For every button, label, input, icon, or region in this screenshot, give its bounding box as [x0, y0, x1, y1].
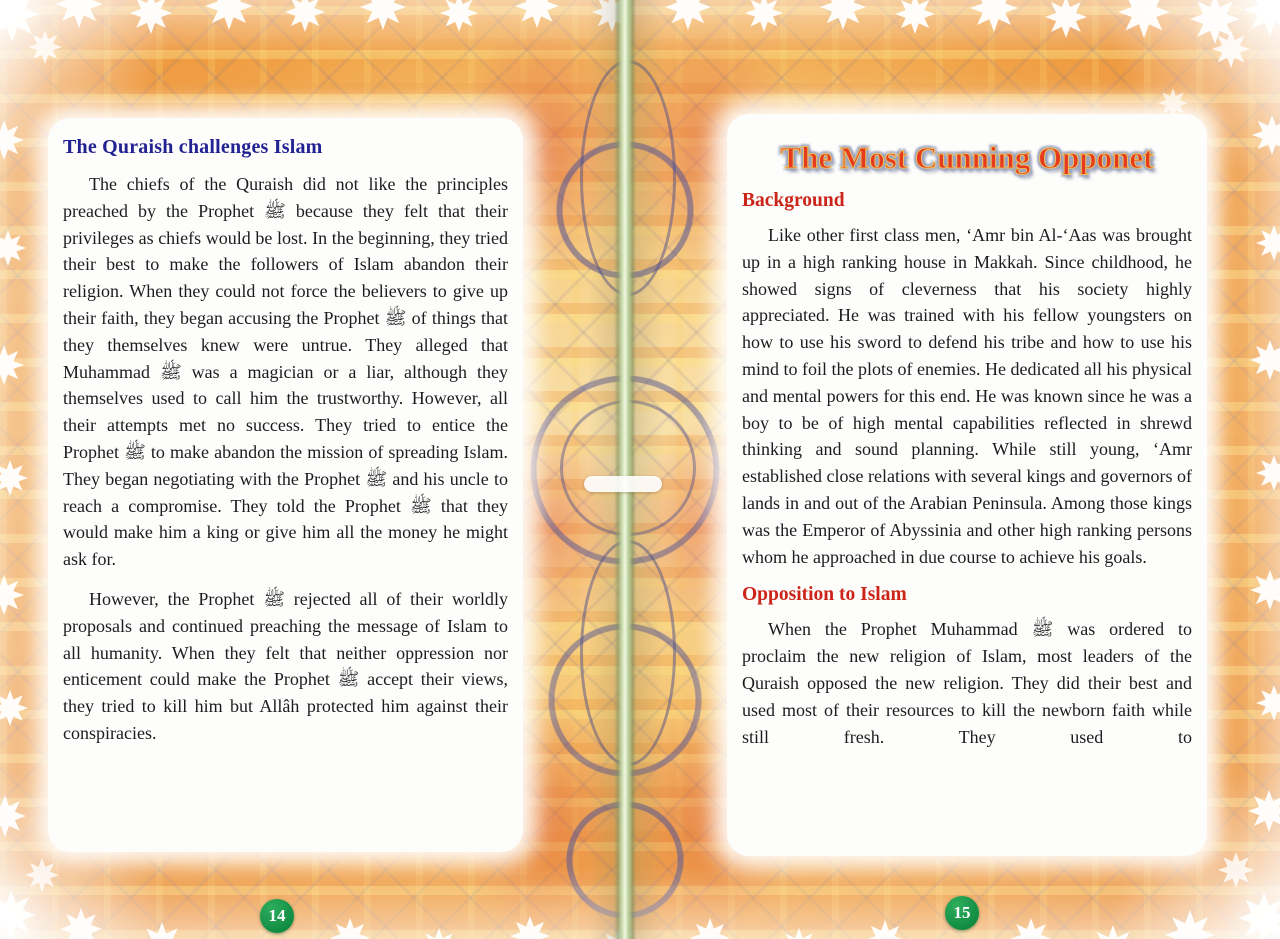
paragraph: When the Prophet Muhammad ﷺ was ordered to proclaim the new religion of Islam, most leaders of the Quraish opposed the new religion. They did their best and used most of their resources to kill the newborn faith while still fresh. They used to	[742, 619, 1193, 747]
star-ornament	[1218, 852, 1254, 888]
star-ornament	[1212, 30, 1250, 68]
page-right	[727, 114, 1207, 856]
paragraph: Like other first class men, ‘Amr bin Al-‘Aas was brought up in a high ranking house in Makkah. Since childhood, he showed signs of cleverness that his society highly appreciated. He was trained with his fellow youngsters on how to use his sword to defend his tribe and how to use his mind to foil the plots of enemies. He dedicated all his physical and mental powers for this end. He was known since he was a boy to be of high mental capabilities reflected in shrewd thinking and sound planning. While still young, ‘Amr established close relations with several kings and governors of lands in and out of the Arabian Peninsula. Among those kings was the Emperor of Abyssinia and other high ranking persons whom he approached in due course to achieve his goals.	[742, 225, 1192, 567]
paragraph: However, the Prophet ﷺ rejected all of their worldly proposals and continued preaching the message of Islam to all humanity. When they felt that neither oppression nor enticement could make the Prophet ﷺ accept their views, they tried to kill him but Allâh protected him against their conspiracies.	[63, 588, 509, 743]
star-ornament	[25, 858, 59, 892]
page-left	[48, 118, 523, 852]
section-heading-quraish: The Quraish challenges Islam	[63, 136, 323, 158]
section-heading-opposition: Opposition to Islam	[742, 584, 907, 606]
section-heading-background: Background	[742, 190, 845, 211]
star-ornament	[28, 30, 62, 64]
book-spine	[614, 0, 636, 939]
page-number-badge: 15	[945, 896, 979, 930]
page-right-content	[727, 114, 1207, 856]
chapter-title: The Most Cunning Opponet	[780, 140, 1154, 175]
paragraph: The chiefs of the Quraish did not like the principles preached by the Prophet ﷺ because they felt that their privileges as chiefs would be lost. In the beginning, they tried their best to make the followers of Islam abandon their religion. When they could not force the believers to give up their faith, they began accusing the Prophet ﷺ of things that they themselves knew were untrue. They alleged that Muhammad ﷺ was a magician or a liar, although they themselves used to call him the trustworthy. However, all their attempts met no success. They tried to entice the Prophet ﷺ to make abandon the mission of spreading Islam. They began negotiating with the Prophet ﷺ and his uncle to reach a compromise. They told the Prophet ﷺ that they would make him a king or give him all the money he might ask for.	[63, 174, 509, 570]
page-left-content	[48, 118, 523, 852]
spine-ornament-bar	[584, 476, 662, 492]
page-number-badge: 14	[260, 899, 294, 933]
